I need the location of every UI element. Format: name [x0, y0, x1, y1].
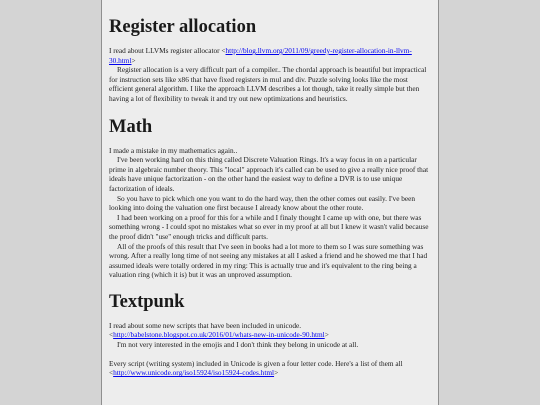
post-text: Every script (writing system) included in Unicode is given a four letter code. Here's a list of them all <	[109, 358, 403, 378]
post-paragraph	[109, 46, 431, 65]
post-paragraph: I made a mistake in my mathematics again..	[109, 145, 238, 155]
post-text: I read about some new scripts that have been included in unicode.	[109, 320, 302, 330]
post-text: I read about LLVMs register allocator <	[109, 46, 226, 55]
post-link[interactable]: http://www.unicode.org/iso15924/iso15924-codes.html	[113, 368, 275, 378]
post-paragraph: Register allocation is a very difficult part of a compiler.. The chordal approach is beautiful but impractical for instruction sets like x86 that have fixed registers in mul and div. Puzzle solving looks like the most efficient general algorithm. I like the approach LLVM describes a lot though, take it really simple but then having a lot of flexibility to tweak it and try out new optimizations and heuristics.	[109, 65, 427, 103]
post-link[interactable]: http://babelstone.blogspot.co.uk/2016/01/whats-new-in-unicode-90.html	[113, 330, 325, 340]
post-paragraph: All of the proofs of this result that I've seen in books had a lot more to them so I was sure something was wrong. After a really long time of not seeing any mistakes at all I asked a friend and he showed me that I had assumed ideals were totally ordered in my ring: This is actually true and it's equivalent to the ring being a valuation ring (which it is) but it was an unproved assumption.	[109, 241, 428, 280]
post-paragraph: So you have to pick which one you want to do the hard way, then the other comes out easily. I've been looking into doing the valuation one first because I already know about the other route.	[109, 193, 416, 213]
post-title: Textpunk	[109, 291, 185, 312]
post-math	[109, 116, 431, 280]
post-paragraph: I had been working on a proof for this for a while and I finaly thought I came up with one, but there was something wrong - I could spot no mistakes what so ever in my proof at all but I knew it wasn't valid because the proof didn't "use" enough tricks and difficult parts.	[109, 212, 429, 241]
post-textpunk	[109, 291, 431, 378]
post-register-allocation	[109, 16, 431, 104]
post-text: <	[109, 330, 114, 340]
post-text: >	[274, 368, 279, 378]
post-paragraph	[109, 359, 431, 378]
blog-page	[101, 0, 439, 405]
post-text: >	[324, 330, 329, 340]
post-title: Register allocation	[109, 17, 257, 37]
post-link[interactable]: http://blog.llvm.org/2011/09/greedy-register-allocation-in-llvm-30.html	[109, 46, 412, 65]
post-paragraph: I'm not very interested in the emojis and I don't think they belong in unicode at all.	[117, 340, 359, 350]
post-title: Math	[109, 116, 153, 137]
post-paragraph: I've been working hard on this thing called Discrete Valuation Rings. It's a way focus in on a particular prime in algebraic number theory. This "local" approach it's called can be used to give a really nice proof that ideals have unique factorization - on the other hand the easiest way to define a DVR is to use unique factorization of ideals.	[109, 155, 429, 193]
post-paragraph	[109, 321, 431, 340]
post-text: >	[131, 55, 136, 65]
